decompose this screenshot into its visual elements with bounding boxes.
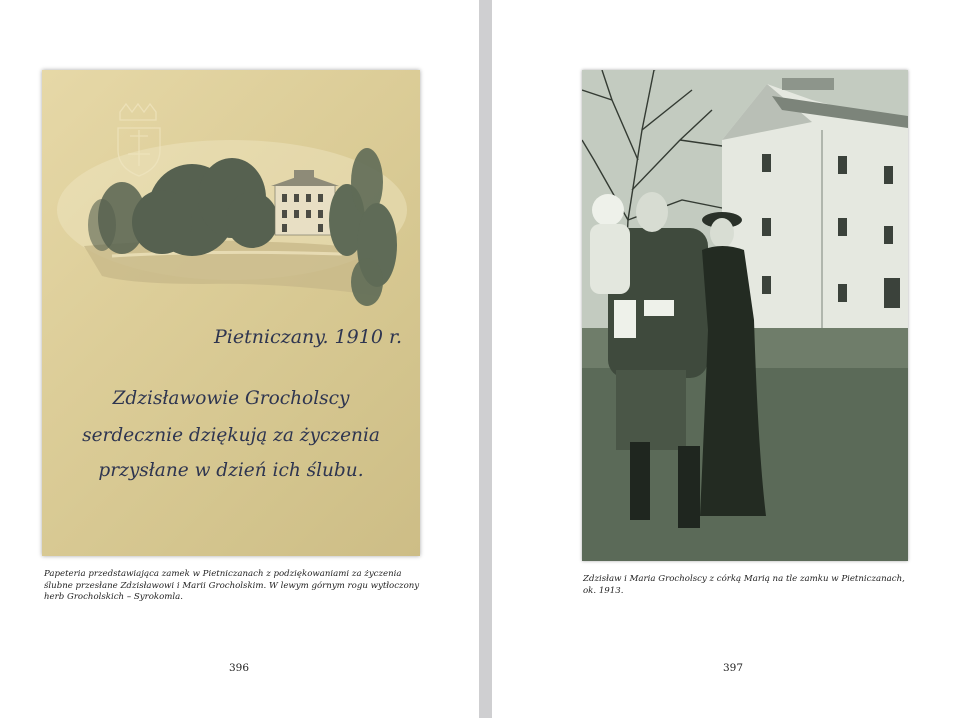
place-date-line: Pietniczany. 1910 r. <box>214 326 402 348</box>
thanks-line-1: Zdzisławowie Grocholscy <box>112 388 350 409</box>
thanks-line-3: przysłane w dzień ich ślubu. <box>98 460 364 481</box>
right-caption: Zdzisław i Maria Grocholscy z córką Marią na tle zamku w Pietniczanach, ok. 1913. <box>583 574 905 596</box>
stationery-card-image <box>42 70 420 556</box>
left-page-number: 396 <box>229 662 250 674</box>
left-caption: Papeteria przedstawiająca zamek w Pietniczanach z podziękowaniami za życzenia ślubne przesłane Zdzisławowi i Marii Grocholskim. W lewym górnym rogu wytłoczony herb Grocholskich – Syrokomla. <box>44 569 420 602</box>
thanks-line-2: serdecznie dziękują za życzenia <box>82 425 380 446</box>
photo-scene <box>582 70 908 561</box>
right-page-number: 397 <box>723 662 744 674</box>
book-gutter <box>479 0 492 718</box>
family-photograph <box>582 70 908 561</box>
castle-park-vignette <box>42 70 420 556</box>
